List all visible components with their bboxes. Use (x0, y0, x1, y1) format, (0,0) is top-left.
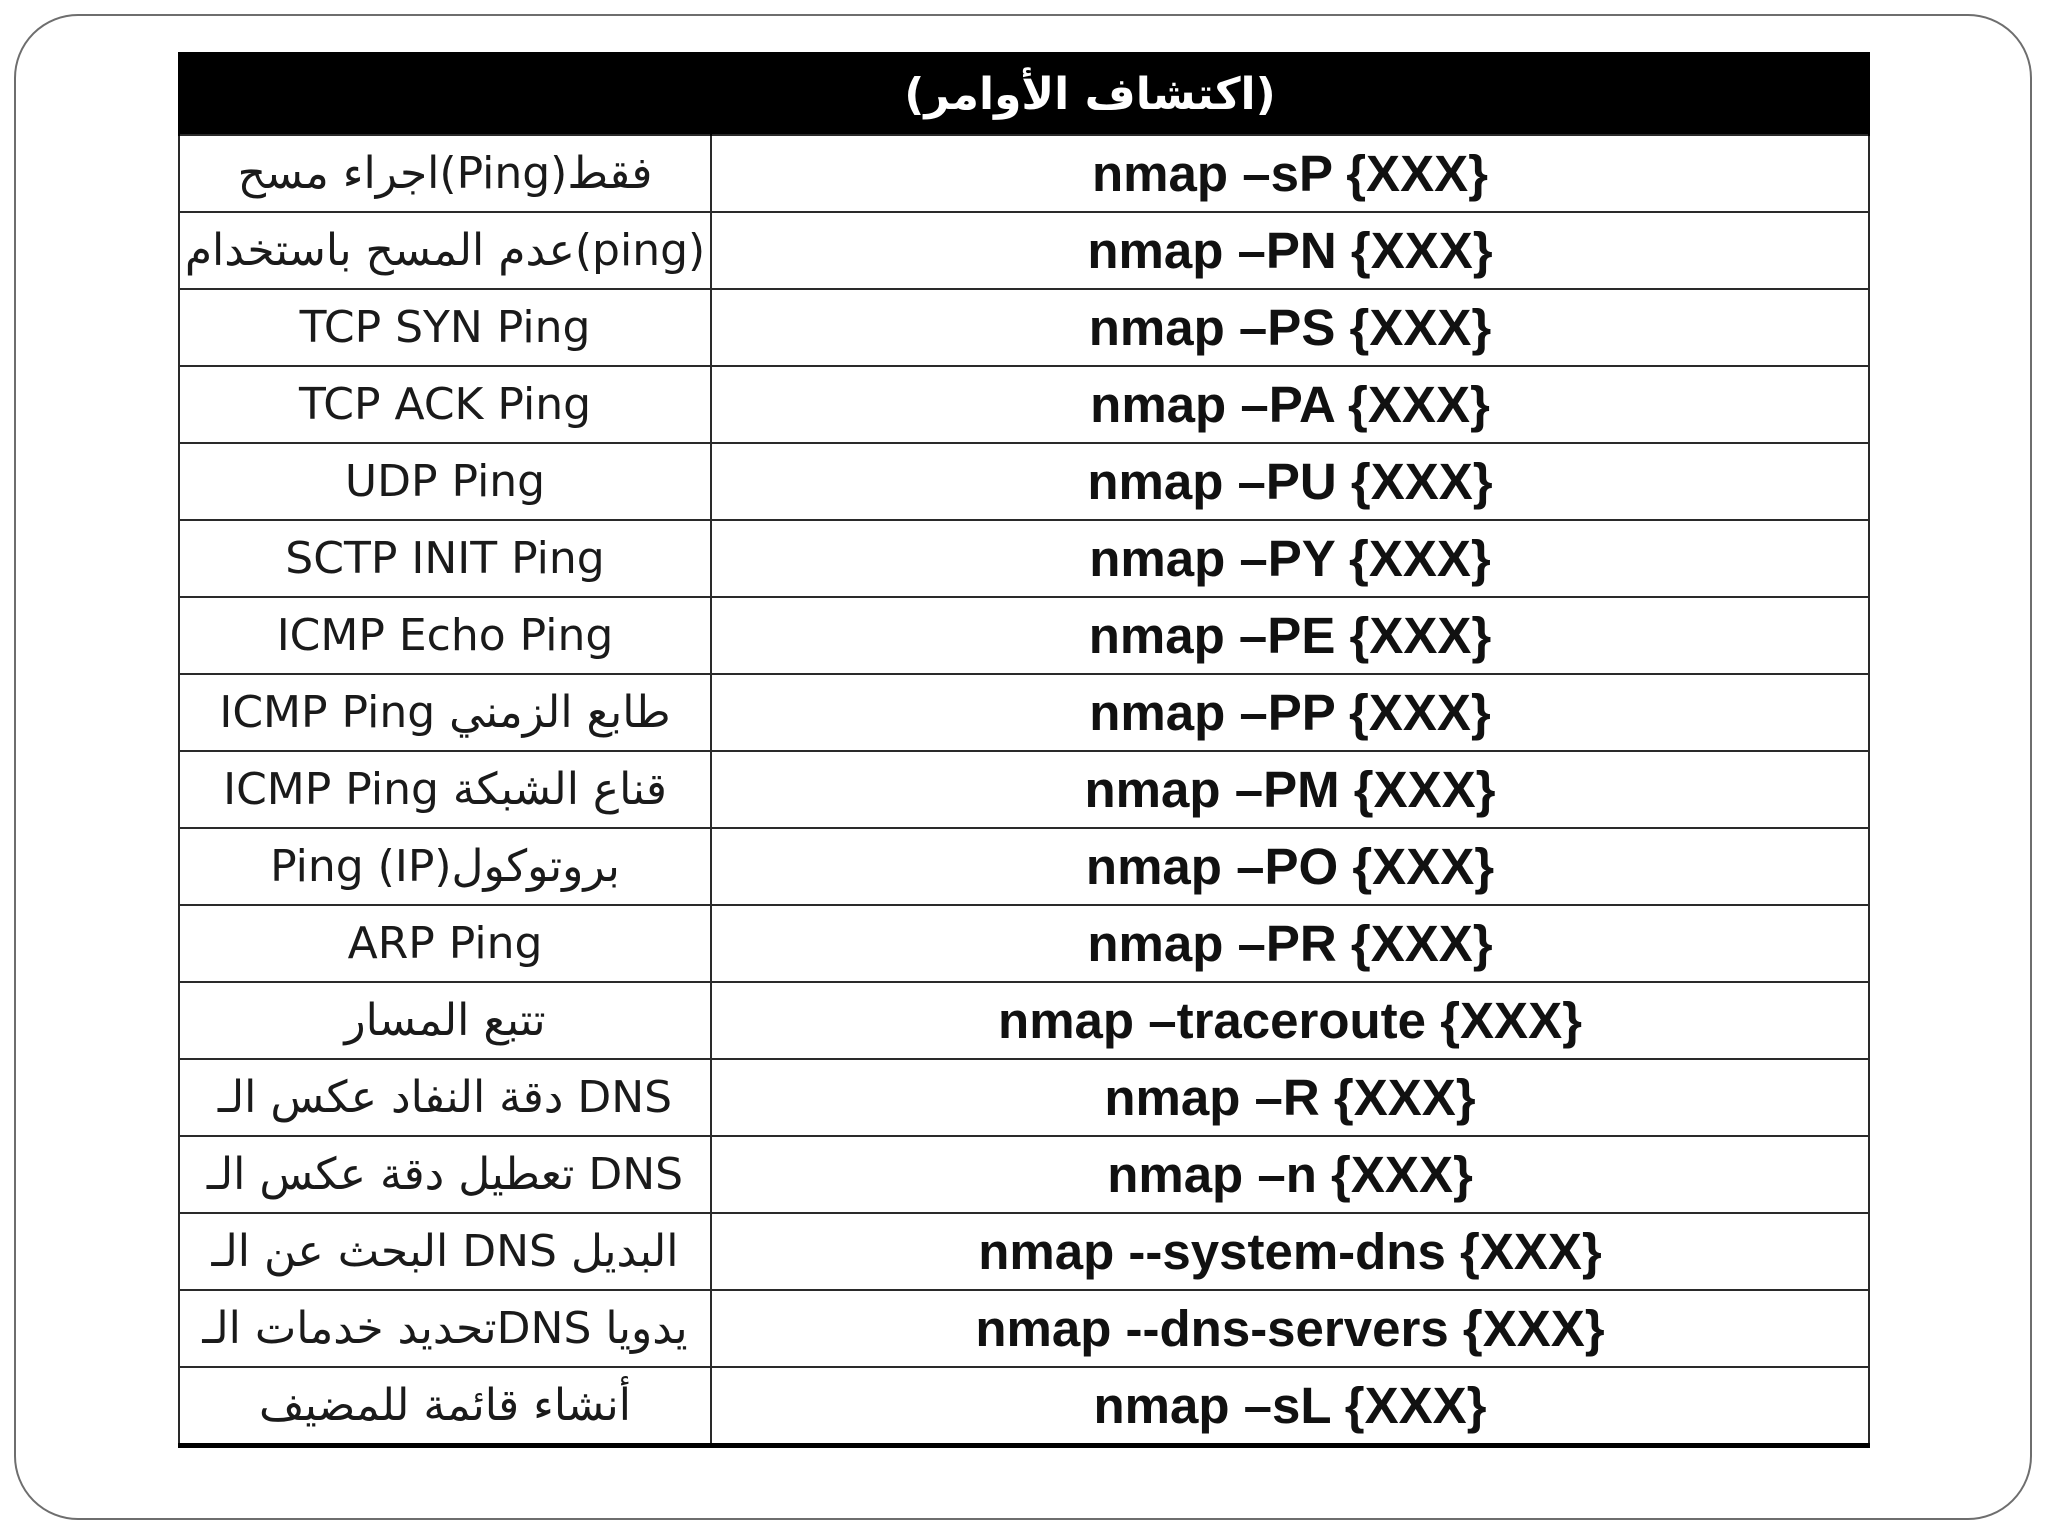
table-row (179, 366, 1869, 443)
description-cell: ICMP Ping طابع الزمني (179, 674, 711, 751)
table-row (179, 520, 1869, 597)
description-cell: اجراء مسح(Ping)فقط (179, 135, 711, 212)
table-row (179, 135, 1869, 212)
table-row (179, 751, 1869, 828)
command-cell: nmap –PU {XXX} (711, 443, 1869, 520)
description-cell: TCP ACK Ping (179, 366, 711, 443)
command-cell: nmap –PN {XXX} (711, 212, 1869, 289)
table-row (179, 1290, 1869, 1367)
table-row (179, 1367, 1869, 1446)
command-cell: nmap –PR {XXX} (711, 905, 1869, 982)
description-cell: UDP Ping (179, 443, 711, 520)
command-cell: nmap –PP {XXX} (711, 674, 1869, 751)
command-cell: nmap –traceroute {XXX} (711, 982, 1869, 1059)
command-cell: nmap –PE {XXX} (711, 597, 1869, 674)
description-cell: تحديد خدمات الـDNS يدويا (179, 1290, 711, 1367)
table-row (179, 1059, 1869, 1136)
description-cell: البحث عن الـ DNS البديل (179, 1213, 711, 1290)
command-cell: nmap –sP {XXX} (711, 135, 1869, 212)
description-cell: ICMP Echo Ping (179, 597, 711, 674)
table-row (179, 674, 1869, 751)
table-row (179, 289, 1869, 366)
description-cell: SCTP INIT Ping (179, 520, 711, 597)
description-cell: ARP Ping (179, 905, 711, 982)
description-cell: دقة النفاد عكس الـ DNS (179, 1059, 711, 1136)
description-cell: Ping (IP)بروتوكول (179, 828, 711, 905)
table-row (179, 597, 1869, 674)
header-cell-left (179, 53, 711, 135)
table-title: (اكتشاف الأوامر) (904, 68, 1276, 120)
command-cell: nmap –PY {XXX} (711, 520, 1869, 597)
command-cell: nmap –R {XXX} (711, 1059, 1869, 1136)
description-cell: TCP SYN Ping (179, 289, 711, 366)
command-cell: nmap –PS {XXX} (711, 289, 1869, 366)
table-row (179, 828, 1869, 905)
table-row (179, 905, 1869, 982)
table-row (179, 982, 1869, 1059)
command-cell: nmap –sL {XXX} (711, 1367, 1869, 1446)
description-cell: عدم المسح باستخدام(ping) (179, 212, 711, 289)
table-row (179, 1213, 1869, 1290)
header-cell-title (711, 53, 1869, 135)
table-header-row (179, 53, 1869, 135)
commands-table-container (178, 52, 1868, 1448)
description-cell: تتبع المسار (179, 982, 711, 1059)
command-cell: nmap –PO {XXX} (711, 828, 1869, 905)
command-cell: nmap --system-dns {XXX} (711, 1213, 1869, 1290)
table-row (179, 1136, 1869, 1213)
command-cell: nmap –PA {XXX} (711, 366, 1869, 443)
commands-table (178, 52, 1870, 1448)
table-row (179, 212, 1869, 289)
command-cell: nmap –n {XXX} (711, 1136, 1869, 1213)
description-cell: تعطيل دقة عكس الـ DNS (179, 1136, 711, 1213)
table-row (179, 443, 1869, 520)
command-cell: nmap –PM {XXX} (711, 751, 1869, 828)
command-cell: nmap --dns-servers {XXX} (711, 1290, 1869, 1367)
description-cell: ICMP Ping قناع الشبكة (179, 751, 711, 828)
description-cell: أنشاء قائمة للمضيف (179, 1367, 711, 1446)
